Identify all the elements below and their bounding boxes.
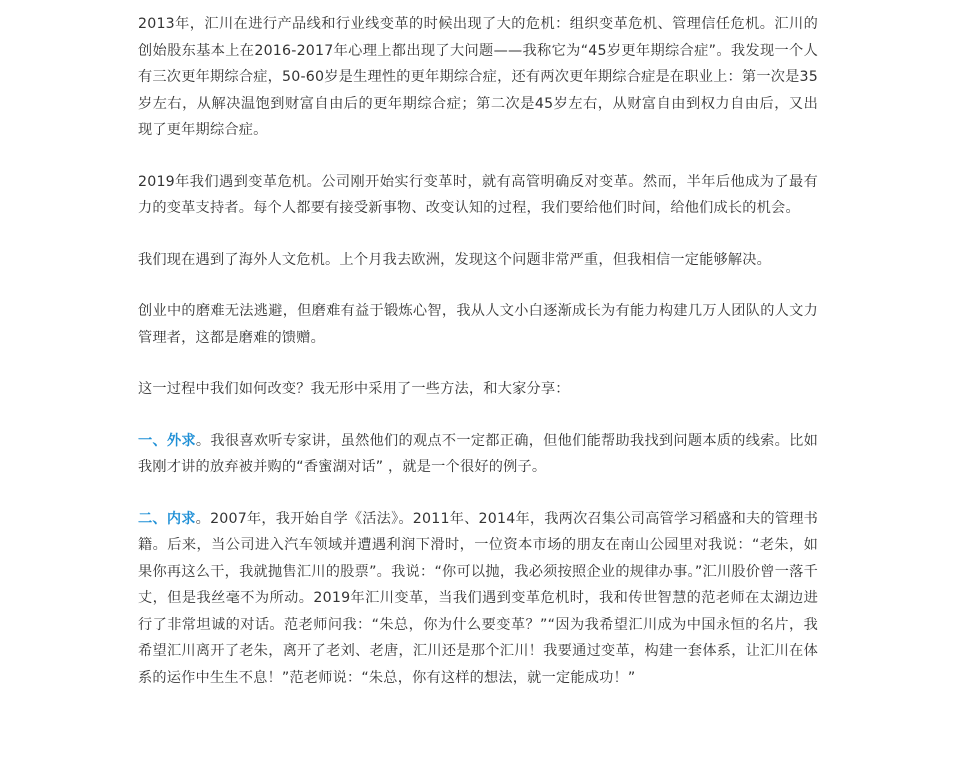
paragraph-crisis-2019: 2019年我们遇到变革危机。公司刚开始实行变革时，就有高管明确反对变革。然而，半年后他成为了最有力的变革支持者。每个人都要有接受新事物、改变认知的过程，我们要给他们时间，给他们成长的机会。 xyxy=(138,173,818,216)
section-number-one: 一、 xyxy=(138,432,167,449)
paragraph-internal-seeking xyxy=(138,506,818,692)
external-seeking-text: 。我很喜欢听专家讲，虽然他们的观点不一定都正确，但他们能帮助我找到问题本质的线索。比如我刚才讲的放弃被并购的“香蜜湖对话” ，就是一个很好的例子。 xyxy=(138,432,819,475)
paragraph-methods-intro: 这一过程中我们如何改变？我无形中采用了一些方法，和大家分享： xyxy=(138,381,570,397)
paragraph-external-seeking xyxy=(138,428,818,481)
internal-seeking-text: 。2007年，我开始自学《活法》。2011年、2014年，我两次召集公司高管学习稻盛和夫的管理书籍。后来，当公司进入汽车领域并遭遇利润下滑时，一位资本市场的朋友在南山公园里对我说：“老朱，如果你再这么干，我就抛售汇川的股票”。我说：“你可以抛，我必须按照企业的规律办事。”汇川股价曾一落千丈，但是我丝毫不为所动。2019年汇川变革，当我们遇到变革危机时，我和传世智慧的范老师在太湖边进行了非常坦诚的对话。范老师问我：“朱总，你为什么要变革？”“因为我希望汇川成为中国永恒的名片，我希望汇川离开了老朱，离开了老刘、老唐，汇川还是那个汇川！我要通过变革，构建一套体系，让汇川在体系的运作中生生不息！”范老师说：“朱总，你有这样的想法，就一定能成功！” xyxy=(138,510,819,686)
paragraph-hardship: 创业中的磨难无法逃避，但磨难有益于锻炼心智，我从人文小白逐渐成长为有能力构建几万人团队的人文力管理者，这都是磨难的馈赠。 xyxy=(138,303,818,346)
section-label-external: 外求 xyxy=(166,432,196,449)
paragraph-overseas-crisis: 我们现在遇到了海外人文危机。上个月我去欧洲，发现这个问题非常严重，但我相信一定能够解决。 xyxy=(138,251,772,268)
article-body xyxy=(138,11,818,691)
section-number-two: 二、 xyxy=(138,510,167,527)
paragraph-crisis-2013: 2013年，汇川在进行产品线和行业线变革的时候出现了大的危机：组织变革危机、管理信任危机。汇川的创始股东基本上在2016-2017年心理上都出现了大问题——我称它为“45岁更年期综合症”。我发现一个人有三次更年期综合症，50-60岁是生理性的更年期综合症，还有两次更年期综合症是在职业上：第一次是35岁左右，从解决温饱到财富自由后的更年期综合症；第二次是45岁左右，从财富自由到权力自由后，又出现了更年期综合症。 xyxy=(138,16,818,138)
section-label-internal: 内求 xyxy=(166,510,196,527)
